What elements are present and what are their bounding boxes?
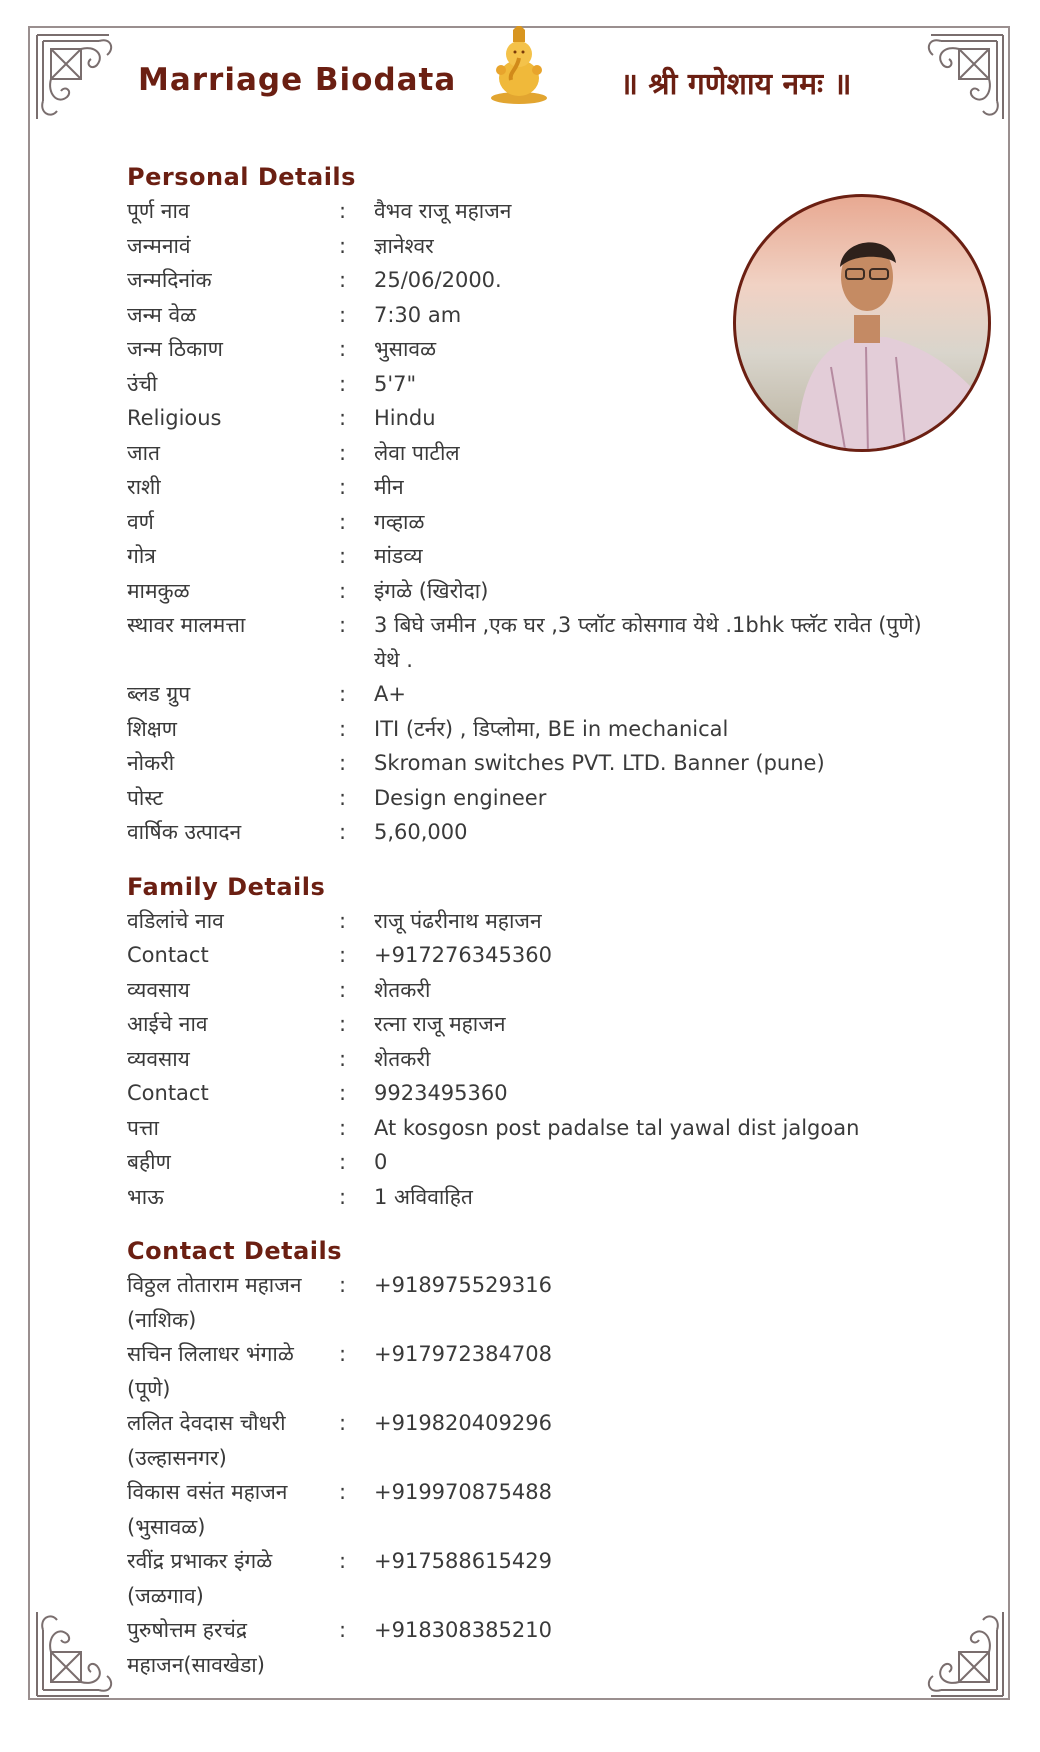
detail-label: भाऊ [127,1184,164,1209]
detail-row [127,332,947,367]
detail-row [127,712,947,747]
detail-value: भुसावळ [374,337,437,361]
biodata-content [127,160,947,1682]
detail-value: मांडव्य [374,544,423,568]
separator: : [339,1549,347,1573]
detail-value: लेवा पाटील [374,440,460,465]
detail-label: Contact [127,1081,209,1105]
detail-row [127,229,947,264]
detail-value: Skroman switches PVT. LTD. Banner (pune) [374,751,825,775]
detail-label: वर्ण [127,509,154,534]
detail-row [127,1180,947,1215]
detail-label: वार्षिक उत्पादन [127,820,242,844]
separator: : [339,1081,347,1105]
detail-value: At kosgosn post padalse tal yawal dist jalgoan [374,1115,860,1140]
separator: : [339,578,347,603]
detail-label: सचिन लिलाधर भंगाळे (पूणे) [127,1342,294,1401]
detail-row [127,608,947,677]
detail-label: पूर्ण नाव [127,199,190,223]
separator: : [339,1184,347,1209]
detail-label: पत्ता [127,1115,159,1140]
detail-row [127,1406,947,1475]
separator: : [339,785,347,810]
detail-label: Religious [127,406,222,430]
detail-label: व्यवसाय [127,977,190,1002]
separator: : [339,1012,347,1036]
detail-row [127,1145,947,1180]
detail-row [127,904,947,939]
detail-row [127,574,947,609]
detail-row [127,1042,947,1077]
detail-row [127,677,947,712]
detail-label: मामकुळ [127,578,190,603]
detail-row [127,1007,947,1042]
ornamental-corner-icon [927,31,1007,123]
detail-row [127,1475,947,1544]
section-title-personal: Personal Details [127,163,356,191]
separator: : [339,1618,347,1642]
detail-row [127,973,947,1008]
separator: : [339,1115,347,1140]
separator: : [339,1150,347,1174]
separator: : [339,1411,347,1435]
detail-label: आईचे नाव [127,1012,208,1036]
detail-row [127,1076,947,1111]
detail-row [127,815,947,850]
detail-label: पुरुषोत्तम हरचंद्र महाजन(सावखेडा) [127,1618,265,1677]
detail-value: शेतकरी [374,977,431,1002]
detail-value: A+ [374,682,406,706]
detail-label: ललित देवदास चौधरी (उल्हासनगर) [127,1411,286,1470]
detail-row [127,401,947,436]
detail-row [127,781,947,816]
detail-row [127,539,947,574]
detail-row [127,298,947,333]
detail-label: Contact [127,943,209,967]
detail-value: +917276345360 [374,943,552,967]
section-title-family: Family Details [127,872,326,901]
detail-value: 5'7" [374,371,417,396]
phone-number: +919820409296 [374,1411,552,1435]
detail-label: राशी [127,475,161,499]
separator: : [339,199,347,223]
detail-label: रवींद्र प्रभाकर इंगळे (जळगाव) [127,1549,273,1608]
separator: : [339,1342,347,1366]
separator: : [339,544,347,568]
separator: : [339,406,347,430]
section-title-contact: Contact Details [127,1237,343,1265]
detail-label: जन्म वेळ [127,302,197,327]
detail-value: ज्ञानेश्वर [374,233,434,258]
detail-row [127,938,947,973]
phone-number: +918975529316 [374,1273,552,1297]
separator: : [339,613,347,637]
detail-row [127,367,947,402]
detail-label: बहीण [127,1150,171,1174]
detail-value: Design engineer [374,785,547,810]
detail-value: राजू पंढरीनाथ महाजन [374,908,542,933]
detail-value: 25/06/2000. [374,268,502,292]
detail-value: 1 अविवाहित [374,1184,473,1209]
detail-value: 9923495360 [374,1081,508,1105]
detail-value: 7:30 am [374,302,462,327]
detail-value: इंगळे (खिरोदा) [374,578,489,603]
detail-row [127,1337,947,1406]
detail-label: गोत्र [127,544,156,568]
detail-row [127,194,947,229]
separator: : [339,977,347,1002]
detail-label: वडिलांचे नाव [127,908,224,933]
detail-value: रत्ना राजू महाजन [374,1012,506,1036]
phone-number: +918308385210 [374,1618,552,1642]
ornamental-corner-icon [33,1608,113,1700]
document-title: Marriage Biodata [138,62,457,98]
phone-number: +917588615429 [374,1549,552,1573]
separator: : [339,475,347,499]
separator: : [339,268,347,292]
detail-label: व्यवसाय [127,1046,190,1071]
phone-number: +919970875488 [374,1480,552,1504]
detail-row [127,746,947,781]
detail-label: उंची [127,371,158,396]
detail-label: जात [127,440,160,465]
separator: : [339,509,347,534]
separator: : [339,751,347,775]
detail-value: Hindu [374,406,436,430]
detail-label: विठ्ठल तोताराम महाजन (नाशिक) [127,1273,302,1332]
detail-value: गव्हाळ [374,509,425,534]
separator: : [339,682,347,706]
separator: : [339,716,347,741]
detail-label: पोस्ट [127,785,164,810]
detail-value: शेतकरी [374,1046,431,1071]
separator: : [339,233,347,258]
detail-row [127,436,947,471]
separator: : [339,820,347,844]
separator: : [339,943,347,967]
phone-number: +917972384708 [374,1342,552,1366]
ganesha-icon [487,26,551,106]
detail-row [127,1268,947,1337]
detail-value: मीन [374,475,404,499]
detail-value: ITI (टर्नर) , डिप्लोमा, BE in mechanical [374,716,729,741]
separator: : [339,337,347,361]
separator: : [339,908,347,933]
detail-label: स्थावर मालमत्ता [127,613,246,637]
separator: : [339,302,347,327]
detail-label: शिक्षण [127,716,177,741]
detail-label: जन्मदिनांक [127,268,212,292]
separator: : [339,440,347,465]
ganesh-mantra: ॥ श्री गणेशाय नमः ॥ [620,67,852,102]
detail-value: 0 [374,1150,388,1174]
detail-value: 3 बिघे जमीन ,एक घर ,3 प्लॉट कोसगाव येथे .1bhk फ्लॅट रावेत (पुणे) येथे . [374,613,922,672]
separator: : [339,1480,347,1504]
detail-row [127,1544,947,1613]
separator: : [339,1273,347,1297]
detail-value: 5,60,000 [374,820,468,844]
separator: : [339,371,347,396]
detail-label: ब्लड ग्रुप [127,682,191,706]
detail-row [127,1613,947,1682]
detail-label: विकास वसंत महाजन (भुसावळ) [127,1480,288,1539]
separator: : [339,1046,347,1071]
detail-row [127,263,947,298]
detail-row [127,470,947,505]
detail-label: नोकरी [127,751,175,775]
detail-row [127,505,947,540]
detail-label: जन्म ठिकाण [127,337,223,361]
detail-label: जन्मनावं [127,233,191,258]
detail-row [127,1111,947,1146]
ornamental-corner-icon [33,31,113,123]
detail-value: वैभव राजू महाजन [374,199,512,223]
